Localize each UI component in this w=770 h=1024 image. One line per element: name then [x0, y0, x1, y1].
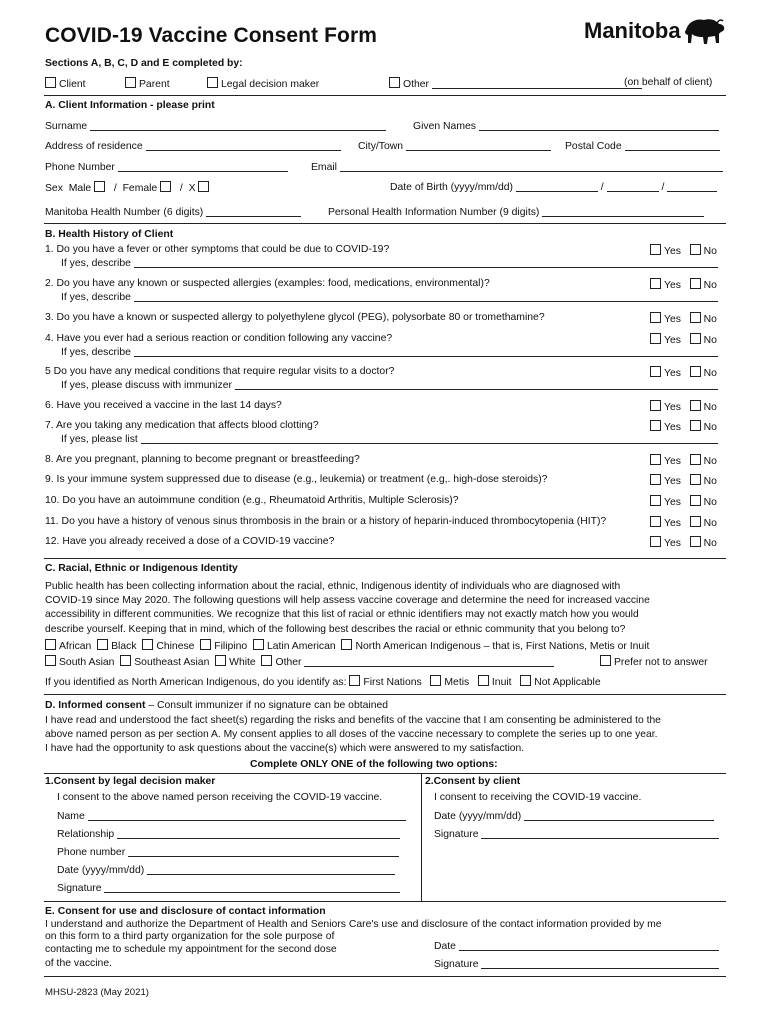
address-row: Address of residence	[45, 140, 341, 152]
question-5-describe-row: If yes, please discuss with immunizer	[61, 379, 718, 391]
question-7: 7. Are you taking any medication that affects blood clotting?	[45, 420, 319, 431]
yes-checkbox[interactable]	[650, 420, 661, 431]
yes-checkbox[interactable]	[650, 278, 661, 289]
question-12-answer: Yes No	[650, 536, 717, 549]
section-d-paragraph: I have read and understood the fact sheet(s) regarding the risks and benefits of the vaccine that I am consenting be administered to the above named person as per section A. My consent applies to all doses of the vaccine necessary to complete the series up to one year. I have had the opportunity to ask questions about the vaccine(s) which were answered to my satisfaction.	[45, 715, 661, 755]
sex-row: Sex Male / Female / X	[45, 181, 212, 194]
other-identity-field[interactable]	[304, 656, 554, 667]
opt2-signature-row: Signature	[434, 828, 719, 840]
question-11: 11. Do you have a history of venous sinus thrombosis in the brain or a history of heparin-induced thrombocytopenia (HIT)?	[45, 516, 607, 527]
no-checkbox[interactable]	[690, 495, 701, 506]
opt2-date-field[interactable]	[524, 810, 714, 821]
surname-row: Surname	[45, 120, 386, 132]
question-7-answer: Yes No	[650, 420, 717, 433]
mhn-field[interactable]	[206, 206, 301, 217]
section-a-heading: A. Client Information - please print	[45, 100, 215, 111]
question-1: 1. Do you have a fever or other symptoms that could be due to COVID-19?	[45, 244, 390, 255]
no-checkbox[interactable]	[690, 536, 701, 547]
opt1-name-row: Name	[57, 810, 406, 822]
no-checkbox[interactable]	[690, 312, 701, 323]
opt1-name-field[interactable]	[88, 810, 406, 821]
divider	[44, 976, 726, 977]
identity-row-1: African Black Chinese Filipino Latin American North American Indigenous – that is, First Nations, Metis or Inuit	[45, 639, 649, 652]
yes-checkbox[interactable]	[650, 312, 661, 323]
form-number: MHSU-2823 (May 2021)	[45, 987, 149, 998]
opt2-date-row: Date (yyyy/mm/dd)	[434, 810, 714, 822]
address-field[interactable]	[146, 140, 341, 151]
other-identity-checkbox[interactable]	[261, 655, 272, 666]
question-8: 8. Are you pregnant, planning to become pregnant or breastfeeding?	[45, 454, 360, 465]
yes-checkbox[interactable]	[650, 366, 661, 377]
question-7-describe-field[interactable]	[141, 433, 718, 444]
opt2-title: 2.Consent by client	[425, 776, 521, 787]
question-4-describe-row: If yes, describe	[61, 346, 718, 358]
x-checkbox[interactable]	[198, 181, 209, 192]
opt1-signature-row: Signature	[57, 882, 400, 894]
dob-row: Date of Birth (yyyy/mm/dd) / /	[390, 181, 717, 193]
opt1-signature-field[interactable]	[104, 882, 400, 893]
yes-checkbox[interactable]	[650, 495, 661, 506]
other-field[interactable]	[432, 78, 642, 89]
opt1-relationship-field[interactable]	[117, 828, 400, 839]
question-5-describe-field[interactable]	[235, 379, 718, 390]
section-e-date-field[interactable]	[459, 940, 719, 951]
question-12: 12. Have you already received a dose of a COVID-19 vaccine?	[45, 536, 335, 547]
divider	[44, 95, 726, 96]
checkbox[interactable]	[125, 77, 136, 88]
question-4: 4. Have you ever had a serious reaction or condition following any vaccine?	[45, 333, 393, 344]
manitoba-logo	[584, 18, 681, 44]
female-checkbox[interactable]	[160, 181, 171, 192]
prefer-not-option: Prefer not to answer	[600, 655, 708, 668]
question-10: 10. Do you have an autoimmune condition (e.g., Rheumatoid Arthritis, Multiple Sclerosis)?	[45, 495, 459, 506]
opt1-title: 1.Consent by legal decision maker	[45, 776, 216, 787]
phone-row: Phone Number	[45, 161, 288, 173]
divider	[44, 223, 726, 224]
completed-by-parent[interactable]: Parent	[125, 77, 170, 90]
prefer-not-checkbox[interactable]	[600, 655, 611, 666]
question-10-answer: Yes No	[650, 495, 717, 508]
question-9: 9. Is your immune system suppressed due to disease (e.g., leukemia) or treatment (e.g,. high-dose steroids)?	[45, 474, 548, 485]
divider	[44, 901, 726, 902]
phone-field[interactable]	[118, 161, 288, 172]
section-d-heading: D. Informed consent – Consult immunizer if no signature can be obtained	[45, 700, 389, 711]
southeast-asian-checkbox[interactable]	[120, 655, 131, 666]
yes-checkbox[interactable]	[650, 516, 661, 527]
first-nations-checkbox[interactable]	[349, 675, 360, 686]
opt1-phone-row: Phone number	[57, 846, 399, 858]
section-e-heading: E. Consent for use and disclosure of contact information	[45, 906, 326, 917]
no-checkbox[interactable]	[690, 454, 701, 465]
completed-by-client[interactable]: Client	[45, 77, 86, 90]
section-e-date-row: Date	[434, 940, 719, 952]
section-c-heading: C. Racial, Ethnic or Indigenous Identity	[45, 563, 238, 574]
logo-text: Manitoba	[584, 18, 681, 43]
question-2: 2. Do you have any known or suspected allergies (examples: food, medications, environmental)?	[45, 278, 490, 289]
completed-by-legal-decision-maker[interactable]: Legal decision maker	[207, 77, 319, 90]
section-e-para-3: contacting me to schedule my appointment for the second dose	[45, 944, 337, 955]
african-checkbox[interactable]	[45, 639, 56, 650]
no-checkbox[interactable]	[690, 278, 701, 289]
question-2-answer: Yes No	[650, 278, 717, 291]
no-checkbox[interactable]	[690, 420, 701, 431]
checkbox[interactable]	[45, 77, 56, 88]
page-title: COVID-19 Vaccine Consent Form	[45, 24, 377, 47]
no-checkbox[interactable]	[690, 474, 701, 485]
divider	[44, 558, 726, 559]
no-checkbox[interactable]	[690, 516, 701, 527]
question-4-describe-field[interactable]	[134, 346, 718, 357]
inuit-checkbox[interactable]	[478, 675, 489, 686]
question-11-answer: Yes No	[650, 516, 717, 529]
latin-american-checkbox[interactable]	[253, 639, 264, 650]
question-5: 5 Do you have any medical conditions that require regular visits to a doctor?	[45, 366, 395, 377]
phin-field[interactable]	[542, 206, 704, 217]
question-6-answer: Yes No	[650, 400, 717, 413]
question-4-answer: Yes No	[650, 333, 717, 346]
yes-checkbox[interactable]	[650, 536, 661, 547]
no-checkbox[interactable]	[690, 333, 701, 344]
opt1-date-row: Date (yyyy/mm/dd)	[57, 864, 395, 876]
section-e-signature-field[interactable]	[481, 958, 719, 969]
checkbox[interactable]	[389, 77, 400, 88]
no-checkbox[interactable]	[690, 400, 701, 411]
yes-checkbox[interactable]	[650, 400, 661, 411]
bison-icon	[682, 16, 726, 46]
male-checkbox[interactable]	[94, 181, 105, 192]
question-3: 3. Do you have a known or suspected allergy to polyethylene glycol (PEG), polysorbate 80 or tromethamine?	[45, 312, 545, 323]
completed-by-other[interactable]: Other	[389, 77, 642, 90]
yes-checkbox[interactable]	[650, 244, 661, 255]
email-field[interactable]	[340, 161, 723, 172]
not-applicable-checkbox[interactable]	[520, 675, 531, 686]
white-checkbox[interactable]	[215, 655, 226, 666]
question-8-answer: Yes No	[650, 454, 717, 467]
sections-completed-by: Sections A, B, C, D and E completed by:	[45, 58, 243, 69]
question-1-answer: Yes No	[650, 244, 717, 257]
south-asian-checkbox[interactable]	[45, 655, 56, 666]
section-b-heading: B. Health History of Client	[45, 229, 174, 240]
metis-checkbox[interactable]	[430, 675, 441, 686]
yes-checkbox[interactable]	[650, 454, 661, 465]
question-5-answer: Yes No	[650, 366, 717, 379]
mhn-row: Manitoba Health Number (6 digits)	[45, 206, 301, 218]
opt2-signature-field[interactable]	[481, 828, 719, 839]
question-2-describe-row: If yes, describe	[61, 291, 718, 303]
dob-year-field[interactable]	[516, 181, 598, 192]
postal-row: Postal Code	[565, 140, 720, 152]
section-e-para-4: of the vaccine.	[45, 958, 113, 969]
identity-row-2: South Asian Southeast Asian White Other	[45, 655, 554, 668]
surname-field[interactable]	[90, 120, 386, 131]
opt1-phone-field[interactable]	[128, 846, 399, 857]
chinese-checkbox[interactable]	[142, 639, 153, 650]
opt1-relationship-row: Relationship	[57, 828, 400, 840]
given-names-field[interactable]	[479, 120, 719, 131]
on-behalf-label: (on behalf of client)	[624, 77, 713, 88]
dob-month-field[interactable]	[607, 181, 659, 192]
phin-row: Personal Health Information Number (9 digits)	[328, 206, 704, 218]
question-1-describe-row: If yes, describe	[61, 257, 718, 269]
indigenous-row: If you identified as North American Indigenous, do you identify as: First Nations Metis Inuit Not Applicable	[45, 677, 601, 688]
question-7-describe-row: If yes, please list	[61, 433, 718, 445]
no-checkbox[interactable]	[690, 366, 701, 377]
complete-only-note: Complete ONLY ONE of the following two options:	[250, 759, 498, 770]
opt2-text: I consent to receiving the COVID-19 vaccine.	[434, 792, 642, 803]
section-c-paragraph: Public health has been collecting information about the racial, ethnic, Indigenous identity of individuals who are diagnosed with COVID-19 since May 2020. The following questions will help assess vaccine coverage and determine the need for increased vaccine accessibility in different communities. We recognize that this list of racial or ethnic identifiers may not exactly match how you would describe yourself. Keeping that in mind, which of the following best describes the racial or ethnic community that you belong to?	[45, 581, 650, 635]
column-divider	[421, 773, 422, 901]
city-row: City/Town	[358, 140, 551, 152]
email-row: Email	[311, 161, 723, 173]
dob-day-field[interactable]	[667, 181, 717, 192]
section-e-para-1: I understand and authorize the Department of Health and Seniors Care's use and disclosure of the contact information provided by me	[45, 919, 662, 930]
yes-checkbox[interactable]	[650, 474, 661, 485]
question-3-answer: Yes No	[650, 312, 717, 325]
city-field[interactable]	[406, 140, 551, 151]
given-names-row: Given Names	[413, 120, 719, 132]
yes-checkbox[interactable]	[650, 333, 661, 344]
question-6: 6. Have you received a vaccine in the last 14 days?	[45, 400, 282, 411]
north-american-indigenous-checkbox[interactable]	[341, 639, 352, 650]
opt1-date-field[interactable]	[147, 864, 395, 875]
question-9-answer: Yes No	[650, 474, 717, 487]
divider	[44, 694, 726, 695]
checkbox[interactable]	[207, 77, 218, 88]
black-checkbox[interactable]	[97, 639, 108, 650]
question-2-describe-field[interactable]	[134, 291, 718, 302]
no-checkbox[interactable]	[690, 244, 701, 255]
section-e-signature-row: Signature	[434, 958, 719, 970]
opt1-text: I consent to the above named person receiving the COVID-19 vaccine.	[57, 792, 383, 803]
filipino-checkbox[interactable]	[200, 639, 211, 650]
question-1-describe-field[interactable]	[134, 257, 718, 268]
section-e-para-2: on this form to a third party organization for the sole purpose of	[45, 931, 335, 942]
divider	[44, 773, 726, 774]
postal-code-field[interactable]	[625, 140, 720, 151]
